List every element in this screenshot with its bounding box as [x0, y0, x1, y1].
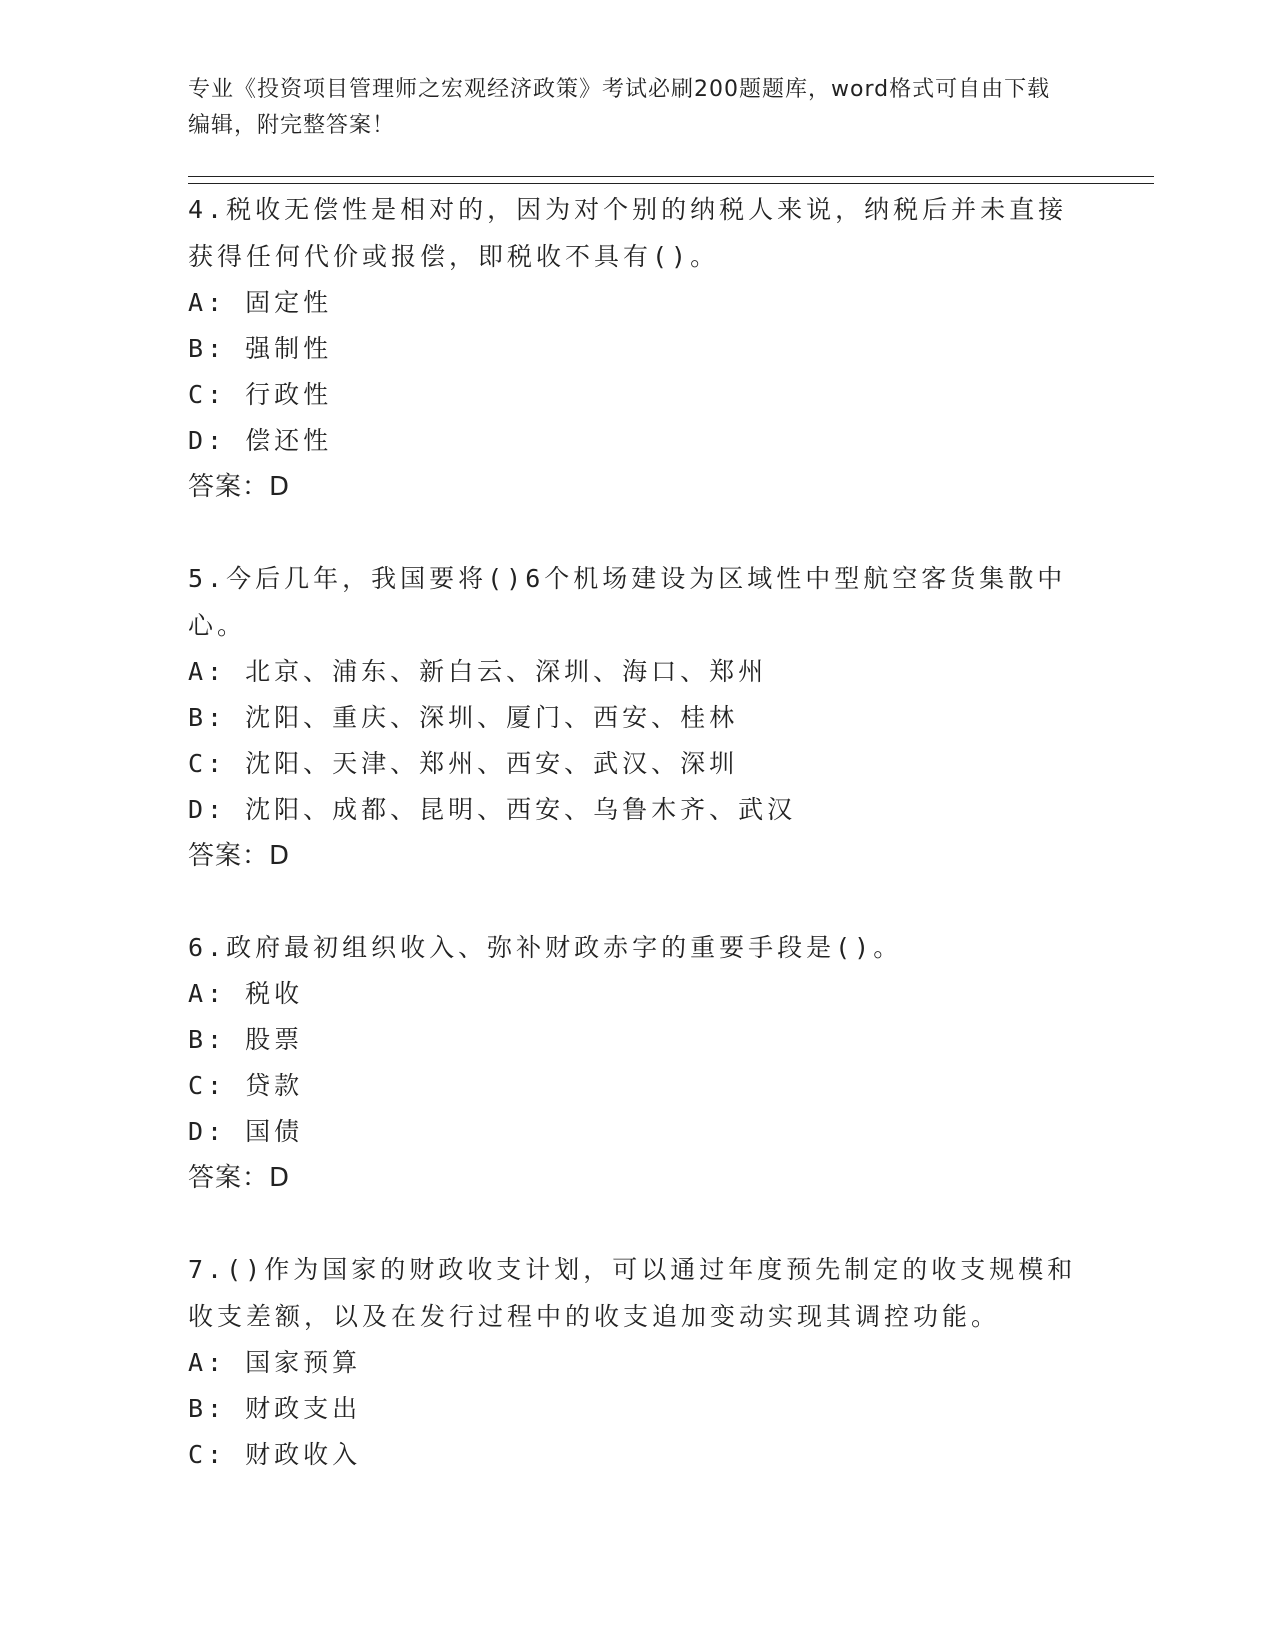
option-c: C: 行政性	[188, 380, 333, 409]
option-a: A: 国家预算	[188, 1348, 362, 1377]
question-7	[188, 1246, 1088, 1478]
answer-text: 答案：D	[188, 1163, 291, 1193]
option-b: B: 强制性	[188, 334, 333, 363]
question-stem: 4.税收无偿性是相对的，因为对个别的纳税人来说，纳税后并未直接获得任何代价或报偿，即税收不具有()。	[188, 195, 1068, 271]
option-d: D: 偿还性	[188, 426, 333, 455]
option-a: A: 税收	[188, 979, 304, 1008]
option-b: B: 财政支出	[188, 1394, 362, 1423]
option-b: B: 沈阳、重庆、深圳、厦门、西安、桂林	[188, 703, 739, 732]
option-b: B: 股票	[188, 1025, 304, 1054]
question-5	[188, 555, 1088, 879]
option-a: A: 固定性	[188, 288, 333, 317]
option-d: D: 国债	[188, 1117, 304, 1146]
header-divider-top	[188, 176, 1154, 177]
question-stem: 5.今后几年，我国要将()6个机场建设为区域性中型航空客货集散中心。	[188, 564, 1067, 640]
option-c: C: 贷款	[188, 1071, 304, 1100]
question-list	[188, 186, 1088, 1478]
question-spacer	[188, 1201, 1088, 1246]
document-header: 专业《投资项目管理师之宏观经济政策》考试必刷200题题库，word格式可自由下载编辑，附完整答案！	[188, 77, 1051, 138]
header-divider-bottom	[188, 183, 1154, 184]
question-6	[188, 924, 1088, 1201]
answer-text: 答案：D	[188, 841, 291, 871]
question-spacer	[188, 510, 1088, 555]
question-stem: 6.政府最初组织收入、弥补财政赤字的重要手段是()。	[188, 933, 903, 962]
option-c: C: 沈阳、天津、郑州、西安、武汉、深圳	[188, 749, 739, 778]
option-d: D: 沈阳、成都、昆明、西安、乌鲁木齐、武汉	[188, 795, 797, 824]
question-stem: 7.()作为国家的财政收支计划，可以通过年度预先制定的收支规模和收支差额，以及在发行过程中的收支追加变动实现其调控功能。	[188, 1255, 1077, 1331]
answer-text: 答案：D	[188, 472, 291, 502]
option-a: A: 北京、浦东、新白云、深圳、海口、郑州	[188, 657, 768, 686]
question-spacer	[188, 879, 1088, 924]
question-4	[188, 186, 1088, 510]
option-c: C: 财政收入	[188, 1440, 362, 1469]
